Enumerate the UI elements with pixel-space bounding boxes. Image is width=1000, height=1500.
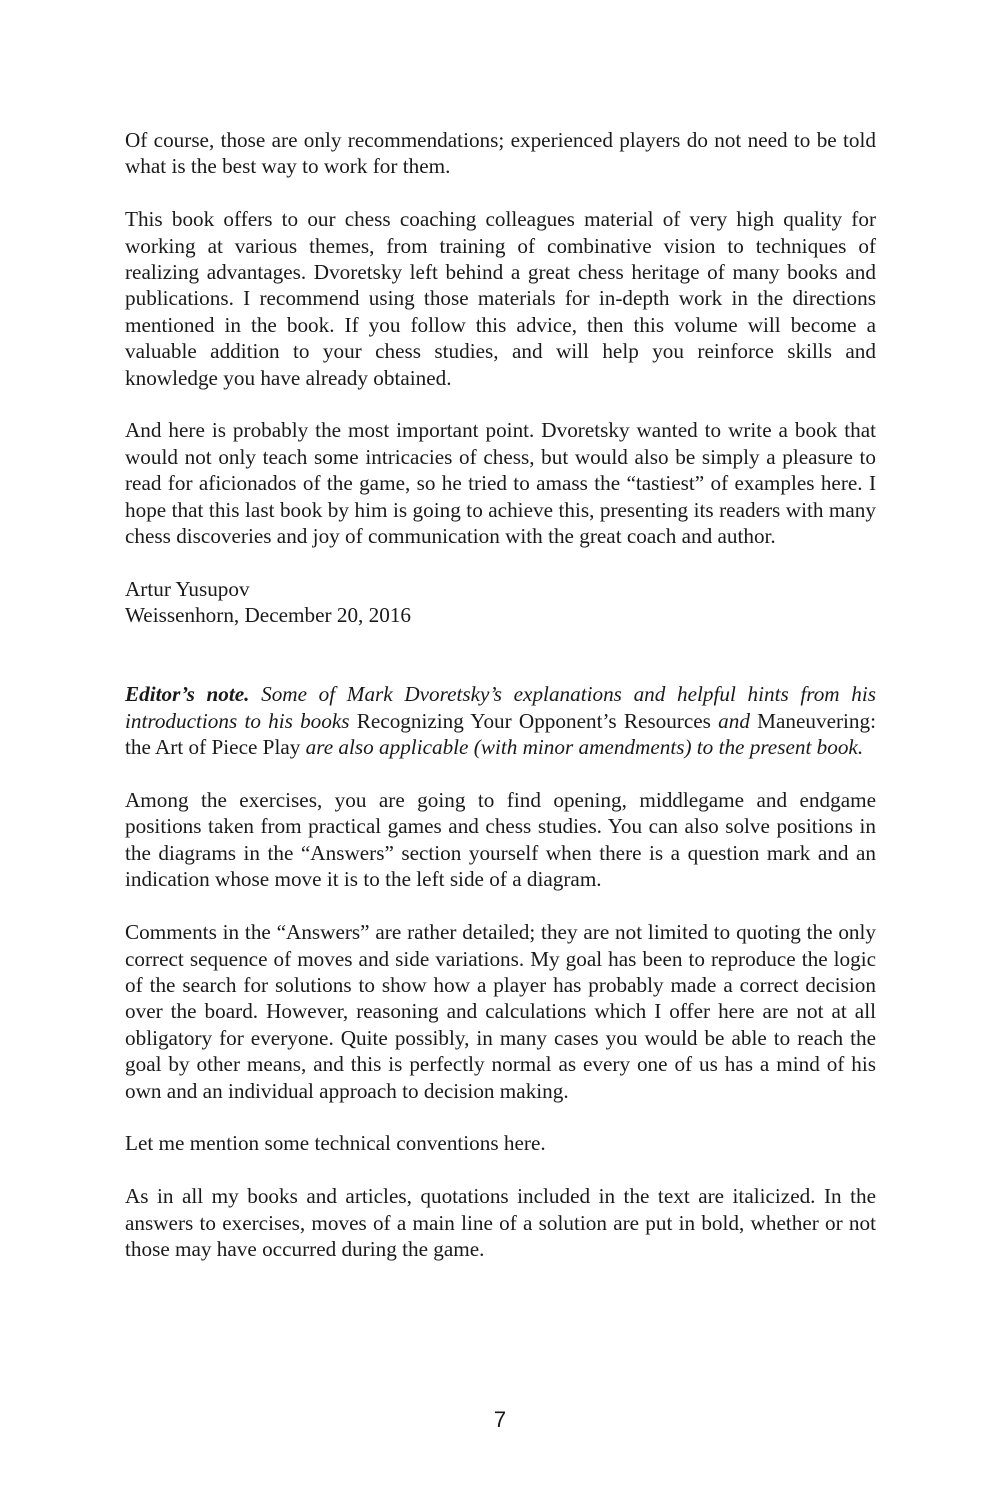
editors-note-label: Editor’s note. — [125, 682, 250, 707]
page-body — [125, 127, 876, 1262]
paragraph-conventions-intro: Let me mention some technical conventions here. — [125, 1131, 546, 1156]
editors-note-text-1: Some of Mark Dvoretsky’s explanations and helpful hints from his introductions to his books — [125, 682, 876, 733]
paragraph-important-point: And here is probably the most important point. Dvoretsky wanted to write a book that would not only teach some intricacies of chess, but would also be simply a pleasure to read for aficionados of the game, so he tried to amass the “tastiest” of examples here. I hope that this last book by him is going to achieve this, presenting its readers with many chess discoveries and joy of communication with the great coach and author. — [125, 418, 876, 549]
paragraph-conventions: As in all my books and articles, quotations included in the text are italicized. In the answers to exercises, moves of a main line of a solution are put in bold, whether or not those may have occurred during the game. — [125, 1184, 876, 1261]
editors-note — [125, 681, 876, 760]
editors-note-text-2: and — [710, 708, 758, 733]
paragraph-recommendations: Of course, those are only recommendations; experienced players do not need to be told what is the best way to work for them. — [125, 128, 876, 179]
paragraph-exercises: Among the exercises, you are going to find opening, middlegame and endgame positions taken from practical games and chess studies. You can also solve positions in the diagrams in the “Answers” section yourself when there is a question mark and an indication whose move it is to the left side of a diagram. — [125, 788, 876, 892]
book-title-maneuvering: Maneuvering: the Art of Piece Play — [125, 708, 877, 760]
paragraph-book-offers: This book offers to our chess coaching colleagues material of very high quality for working at various themes, from training of combinative vision to techniques of realizing advantages. Dvoretsky left behind a great chess heritage of many books and publications. I recommend using those materials for in-depth work in the directions mentioned in the book. If you follow this advice, then this volume will become a valuable addition to your chess studies, and will help you reinforce skills and knowledge you have already obtained. — [125, 207, 876, 390]
paragraph-comments: Comments in the “Answers” are rather detailed; they are not limited to quoting the only correct sequence of moves and side variations. My goal has been to reproduce the logic of the search for solutions to show how a player has probably made a correct decision over the board. However, reasoning and calculations which I offer here are not at all obligatory for everyone. Quite possibly, in many cases you would be able to reach the goal by other means, and this is perfectly normal as every one of us has a mind of his own and an individual approach to decision making. — [125, 920, 876, 1103]
signature-place-date: Weissenhorn, December 20, 2016 — [125, 603, 412, 628]
signature-name: Artur Yusupov — [125, 576, 250, 601]
book-title-recognizing: Recognizing Your Opponent’s Resources — [356, 708, 711, 733]
editors-note-text-3: are also applicable (with minor amendments) to the present book. — [300, 735, 864, 760]
page-number: 7 — [493, 1407, 507, 1432]
